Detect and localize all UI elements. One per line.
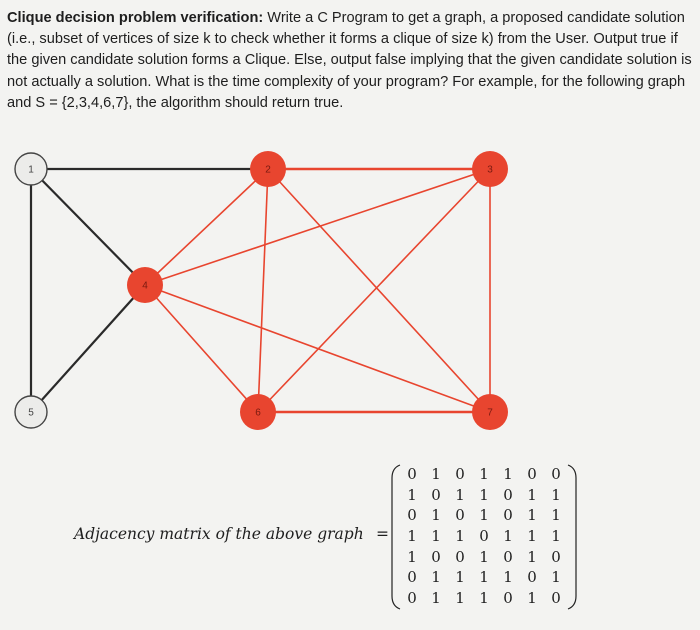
matrix-cell: 1 (431, 465, 441, 484)
matrix-cell: 1 (407, 485, 417, 504)
node-3 (472, 151, 508, 187)
matrix-row (400, 464, 568, 485)
node-7 (472, 394, 508, 430)
node-label: 5 (28, 407, 34, 419)
matrix-row (400, 485, 568, 506)
node-label: 7 (487, 407, 493, 419)
matrix-cell: 1 (479, 588, 489, 607)
node-label: 2 (265, 164, 271, 176)
matrix-cell: 0 (527, 465, 537, 484)
matrix-cell: 1 (527, 547, 537, 566)
matrix-cell: 1 (551, 506, 561, 525)
matrix-cell: 1 (431, 588, 441, 607)
matrix-row (400, 588, 568, 609)
matrix-cell: 1 (527, 506, 537, 525)
edge-4-5 (31, 285, 145, 412)
edge-4-6 (145, 285, 258, 412)
matrix-cell: 1 (455, 485, 465, 504)
matrix-cell: 1 (479, 547, 489, 566)
matrix-cell: 1 (503, 568, 513, 587)
matrix-cell: 1 (503, 527, 513, 546)
matrix-cell: 0 (551, 465, 561, 484)
matrix-cell: 1 (479, 485, 489, 504)
matrix-cell: 1 (431, 568, 441, 587)
node-4 (127, 267, 163, 303)
adjacency-matrix (391, 462, 577, 612)
matrix-cell: 1 (431, 527, 441, 546)
matrix-table (400, 464, 568, 608)
matrix-cell: 0 (407, 588, 417, 607)
question-text (7, 8, 693, 114)
matrix-equals-sign: = (376, 525, 389, 543)
node-5 (15, 396, 47, 428)
matrix-cell: 0 (455, 506, 465, 525)
matrix-cell: 0 (551, 588, 561, 607)
question-title: Clique decision problem verification: (7, 10, 264, 26)
edge-2-4 (145, 169, 268, 285)
matrix-cell: 1 (407, 527, 417, 546)
graph-nodes (15, 151, 508, 430)
matrix-cell: 1 (527, 527, 537, 546)
matrix-cell: 1 (455, 568, 465, 587)
matrix-cell: 0 (503, 506, 513, 525)
matrix-label: Adjacency matrix of the above graph (74, 525, 364, 543)
matrix-cell: 0 (503, 588, 513, 607)
edge-2-7 (268, 169, 490, 412)
graph-edges (31, 169, 490, 412)
matrix-cell: 1 (479, 465, 489, 484)
matrix-cell: 0 (455, 465, 465, 484)
matrix-cell: 0 (527, 568, 537, 587)
matrix-row (400, 567, 568, 588)
question-body: Write a C Program to get a graph, a proposed candidate solution (i.e., subset of vertices of size k to check whether it forms a clique of size k) from the User. Output true if the given candidate solution forms a Clique. Else, output false implying that the given candidate solution is not actually a solution. What is the time complexity of your program? For example, for the following graph and S = {2,3,4,6,7}, the algorithm should return true. (7, 10, 692, 111)
matrix-cell: 1 (455, 588, 465, 607)
matrix-cell: 1 (551, 527, 561, 546)
matrix-cell: 1 (455, 527, 465, 546)
edge-1-4 (31, 169, 145, 285)
edge-3-4 (145, 169, 490, 285)
matrix-cell: 0 (407, 568, 417, 587)
matrix-cell: 0 (407, 506, 417, 525)
node-6 (240, 394, 276, 430)
node-label: 6 (255, 407, 261, 419)
matrix-cell: 0 (407, 465, 417, 484)
matrix-cell: 1 (431, 506, 441, 525)
graph-diagram (0, 140, 700, 440)
matrix-cell: 1 (503, 465, 513, 484)
edge-4-7 (145, 285, 490, 412)
matrix-cell: 0 (431, 547, 441, 566)
matrix-cell: 0 (551, 547, 561, 566)
matrix-row (400, 546, 568, 567)
node-label: 4 (142, 280, 148, 292)
matrix-cell: 1 (527, 485, 537, 504)
node-1 (15, 153, 47, 185)
matrix-cell: 0 (455, 547, 465, 566)
matrix-cell: 1 (407, 547, 417, 566)
matrix-cell: 0 (503, 485, 513, 504)
matrix-cell: 1 (527, 588, 537, 607)
edge-2-6 (258, 169, 268, 412)
matrix-cell: 1 (479, 568, 489, 587)
matrix-cell: 0 (479, 527, 489, 546)
matrix-cell: 1 (551, 568, 561, 587)
node-label: 1 (28, 164, 34, 176)
matrix-cell: 0 (431, 485, 441, 504)
matrix-row (400, 505, 568, 526)
matrix-row (400, 526, 568, 547)
matrix-cell: 0 (503, 547, 513, 566)
matrix-cell: 1 (551, 485, 561, 504)
node-2 (250, 151, 286, 187)
edge-3-6 (258, 169, 490, 412)
node-label: 3 (487, 164, 493, 176)
right-paren (567, 462, 577, 612)
matrix-cell: 1 (479, 506, 489, 525)
